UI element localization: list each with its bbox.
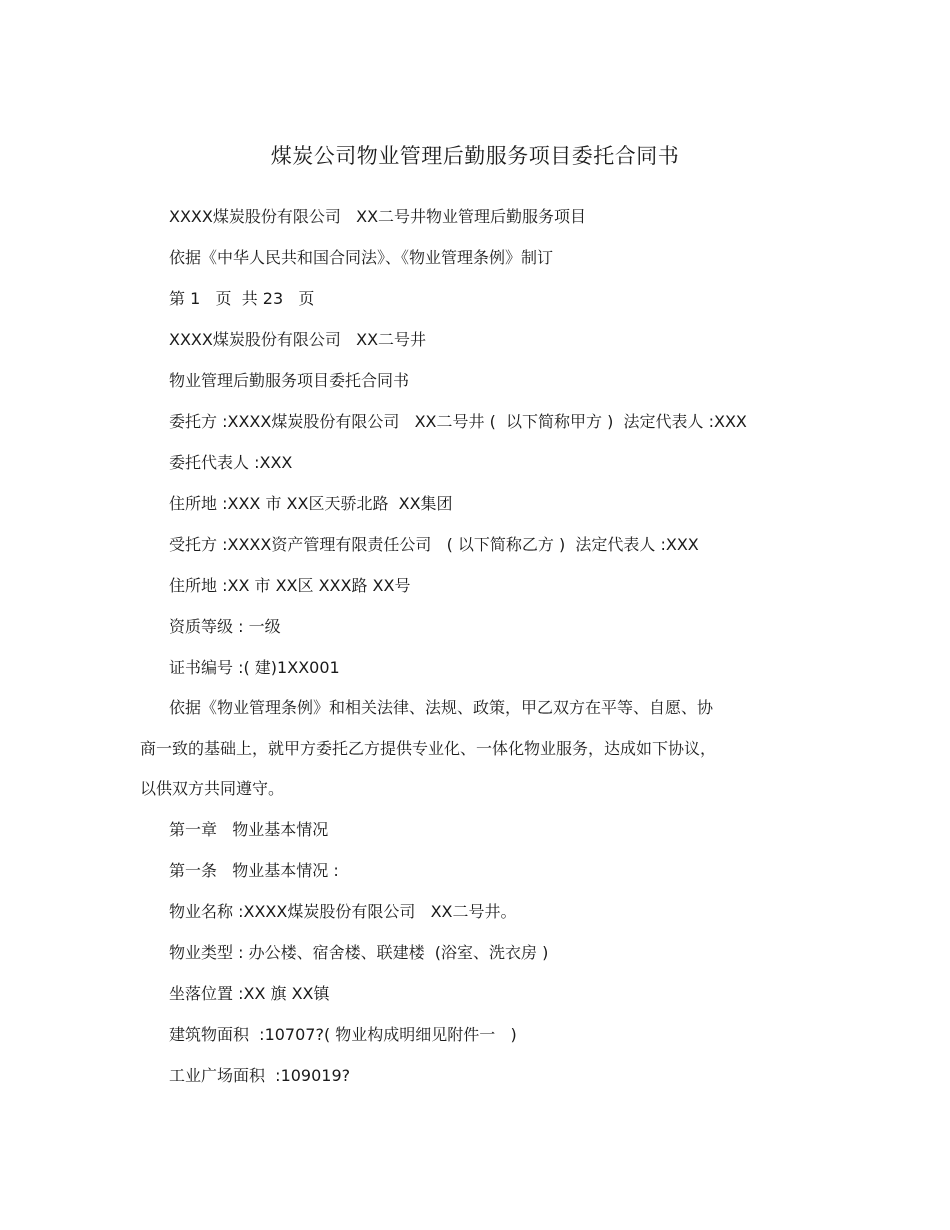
party-b-line: 受托方 :XXXX资产管理有限责任公司 ( 以下简称乙方 ) 法定代表人 :XXX bbox=[169, 535, 699, 554]
qualification-level: 资质等级 : 一级 bbox=[169, 617, 281, 636]
document-title: 煤炭公司物业管理后勤服务项目委托合同书 bbox=[270, 144, 680, 168]
basis-line: 依据《中华人民共和国合同法》、《物业管理条例》制订 bbox=[169, 248, 554, 267]
industrial-area: 工业广场面积 :109019? bbox=[169, 1066, 351, 1085]
party-a-line: 委托方 :XXXX煤炭股份有限公司 XX二号井 ( 以下简称甲方 ) 法定代表人 :XXX bbox=[169, 412, 747, 431]
page-number-line: 第 1 页 共 23 页 bbox=[169, 289, 315, 308]
party-a-representative: 委托代表人 :XXX bbox=[169, 453, 293, 472]
project-line: XXXX煤炭股份有限公司 XX二号井物业管理后勤服务项目 bbox=[169, 207, 587, 226]
party-b-address: 住所地 :XX 市 XX区 XXX路 XX号 bbox=[169, 576, 411, 595]
preamble-line-1: 依据《物业管理条例》和相关法律、法规、政策，甲乙双方在平等、自愿、协 bbox=[169, 698, 714, 717]
property-type: 物业类型 : 办公楼、宿舍楼、联建楼 (浴室、洗衣房 ) bbox=[169, 943, 549, 962]
party-a-address: 住所地 :XXX 市 XX区天骄北路 XX集团 bbox=[169, 494, 453, 513]
chapter-heading: 第一章 物业基本情况 bbox=[169, 820, 329, 839]
certificate-number: 证书编号 :( 建)1XX001 bbox=[169, 658, 340, 677]
building-area: 建筑物面积 :10707?( 物业构成明细见附件一 ) bbox=[169, 1025, 517, 1044]
company-line: XXXX煤炭股份有限公司 XX二号井 bbox=[169, 330, 427, 349]
preamble-line-3: 以供双方共同遵守。 bbox=[140, 779, 285, 798]
preamble-line-2: 商一致的基础上，就甲方委托乙方提供专业化、一体化物业服务，达成如下协议， bbox=[140, 739, 717, 758]
article-heading: 第一条 物业基本情况 : bbox=[169, 861, 339, 880]
property-name: 物业名称 :XXXX煤炭股份有限公司 XX二号井。 bbox=[169, 902, 517, 921]
contract-subtitle: 物业管理后勤服务项目委托合同书 bbox=[169, 371, 410, 390]
property-location: 坐落位置 :XX 旗 XX镇 bbox=[169, 984, 330, 1003]
